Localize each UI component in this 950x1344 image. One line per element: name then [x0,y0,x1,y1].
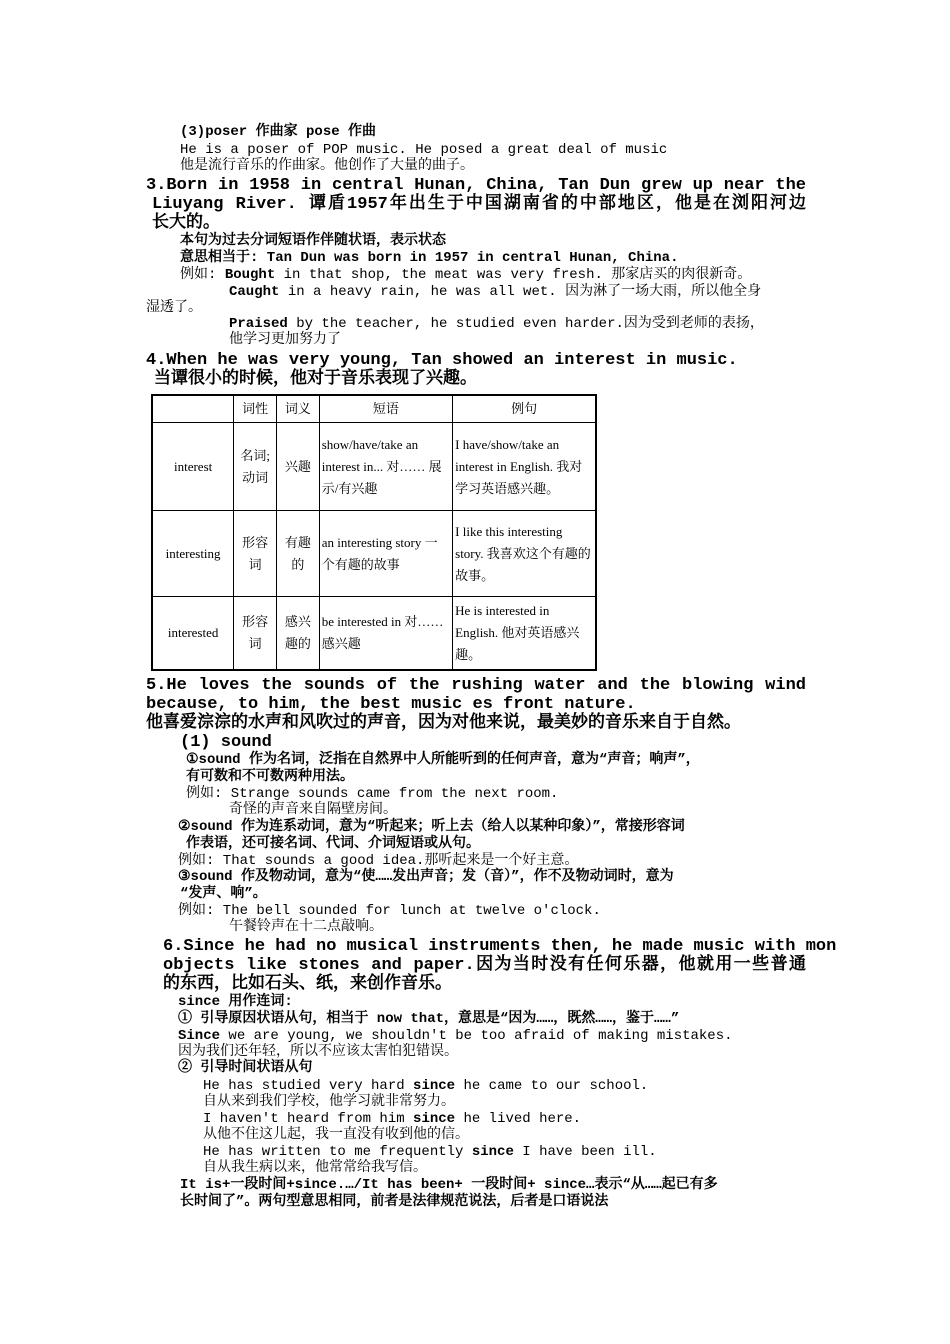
table-cell: 名词;动词 [234,423,277,511]
section-6-heading-end: 的东西，比如石头、纸，来创作音乐。 [163,975,452,994]
sound-verb-rule-cont: “发声、响”。 [180,886,267,902]
section-4-translation: 当谭很小的时候，他对于音乐表现了兴趣。 [154,370,477,389]
table-cell: He is interested in English. 他对英语感兴趣。 [453,597,596,670]
since-time-example-3: He has written to me frequently since I have been ill. [203,1144,657,1160]
table-header-cell: 词性 [234,395,277,423]
table-cell: 有趣的 [277,511,320,597]
grammar-note: 本句为过去分词短语作伴随状语，表示状态 [180,233,446,249]
table-row [152,511,596,597]
since-cause-example: Since we are young, we shouldn't be too afraid of making mistakes. [178,1028,733,1044]
sound-verb-example-cn: 午餐铃声在十二点敲响。 [229,919,383,935]
table-header-row [152,395,596,423]
table-cell: show/have/take an interest in... 对…… 展 示/有兴趣 [319,423,452,511]
sound-noun-rule-cont: 有可数和不可数两种用法。 [186,769,354,785]
sound-verb-example: 例如: The bell sounded for lunch at twelve o'clock. [178,903,601,919]
since-cause-example-cn: 因为我们还年轻，所以不应该太害怕犯错误。 [178,1044,458,1060]
section-4-heading: 4.When he was very young, Tan showed an interest in music. [146,351,738,370]
since-usage-title: since 用作连词: [178,994,293,1010]
sound-verb-rule: ③sound 作及物动词，意为“使……发出声音；发（音）”，作不及物动词时，意为 [178,869,674,885]
table-header-cell: 短语 [319,395,452,423]
since-time-rule: ② 引导时间状语从句 [178,1060,313,1076]
table-cell: 感兴趣的 [277,597,320,670]
table-cell: be interested in 对……感兴趣 [319,597,452,670]
example-3: Praised by the teacher, he studied even harder.因为受到老师的表扬， [229,316,764,332]
table-cell: interest [152,423,234,511]
table-header-cell: 词义 [277,395,320,423]
since-pattern-rule-cont: 长时间了”。两句型意思相同，前者是法律规范说法，后者是口语说法 [180,1194,609,1210]
table-cell: I like this interesting story. 我喜欢这个有趣的故事。 [453,511,596,597]
table-cell: 形容词 [234,511,277,597]
since-time-example-1: He has studied very hard since he came to our school. [203,1078,649,1094]
table-row [152,597,596,670]
since-cause-rule: ① 引导原因状语从句，相当于 now that，意思是“因为……，既然……，鉴于……” [178,1011,680,1027]
section-3-heading-cont: Liuyang River. 谭盾1957年出生于中国湖南省的中部地区，他是在浏阳河边 [152,195,806,214]
sound-linking-rule: ②sound 作为连系动词，意为“听起来；听上去（给人以某种印象）”，常接形容词 [178,819,685,835]
section-6-heading: 6.Since he had no musical instruments then, he made music with mon [163,937,837,956]
table-cell: 形容词 [234,597,277,670]
sound-linking-rule-cont: 作表语，还可接名词、代词、介词短语或从句。 [186,836,480,852]
since-pattern-rule: It is+一段时间+since.…/It has been+ 一段时间+ since…表示“从……起已有多 [180,1177,718,1193]
since-time-example-2-cn: 从他不住这儿起，我一直没有收到他的信。 [203,1127,469,1143]
since-time-example-1-cn: 自从来到我们学校，他学习就非常努力。 [203,1094,455,1110]
section-5-translation: 他喜爱淙淙的水声和风吹过的声音，因为对他来说，最美妙的音乐来自于自然。 [146,714,741,733]
since-time-example-2: I haven't heard from him since he lived here. [203,1111,582,1127]
table-cell: interested [152,597,234,670]
example-3-cont: 他学习更加努力了 [229,332,341,348]
table-cell: interesting [152,511,234,597]
section-6-heading-cont: objects like stones and paper.因为当时没有任何乐器，他就用一些普通 [163,956,806,975]
sound-noun-example: 例如: Strange sounds came from the next room. [186,786,559,802]
example-2-cont: 湿透了。 [146,300,202,316]
section-3-heading: 3.Born in 1958 in central Hunan, China, Tan Dun grew up near the [146,176,806,195]
sound-linking-example: 例如: That sounds a good idea.那听起来是一个好主意。 [178,853,579,869]
table-row [152,423,596,511]
meaning-note: 意思相当于: Tan Dun was born in 1957 in central Hunan, China. [180,250,679,266]
table-cell: I have/show/take an interest in English. 我对学习英语感兴趣。 [453,423,596,511]
table-header-cell [152,395,234,423]
table-cell: an interesting story 一个有趣的故事 [319,511,452,597]
subheading-poser: (3)poser 作曲家 pose 作曲 [180,124,377,140]
section-5-heading: 5.He loves the sounds of the rushing water and the blowing wind [146,676,806,695]
since-time-example-3-cn: 自从我生病以来，他常常给我写信。 [203,1160,427,1176]
example-1: 例如: Bought in that shop, the meat was very fresh. 那家店买的肉很新奇。 [180,267,752,283]
section-5-heading-cont: because, to him, the best music es front nature. [146,695,636,714]
sound-noun-rule: ①sound 作为名词，泛指在自然界中人所能听到的任何声音，意为“声音；响声”， [186,752,700,768]
sound-subheading: (1) sound [180,733,272,752]
example-2: Caught in a heavy rain, he was all wet. 因为淋了一场大雨，所以他全身 [229,284,762,300]
sound-noun-example-cn: 奇怪的声音来自隔壁房间。 [229,802,397,818]
example-translation: 他是流行音乐的作曲家。他创作了大量的曲子。 [180,158,474,174]
section-3-heading-end: 长大的。 [152,214,220,233]
example-sentence: He is a poser of POP music. He posed a great deal of music [180,142,668,158]
table-cell: 兴趣 [277,423,320,511]
vocabulary-table [151,394,597,671]
table-header-cell: 例句 [453,395,596,423]
